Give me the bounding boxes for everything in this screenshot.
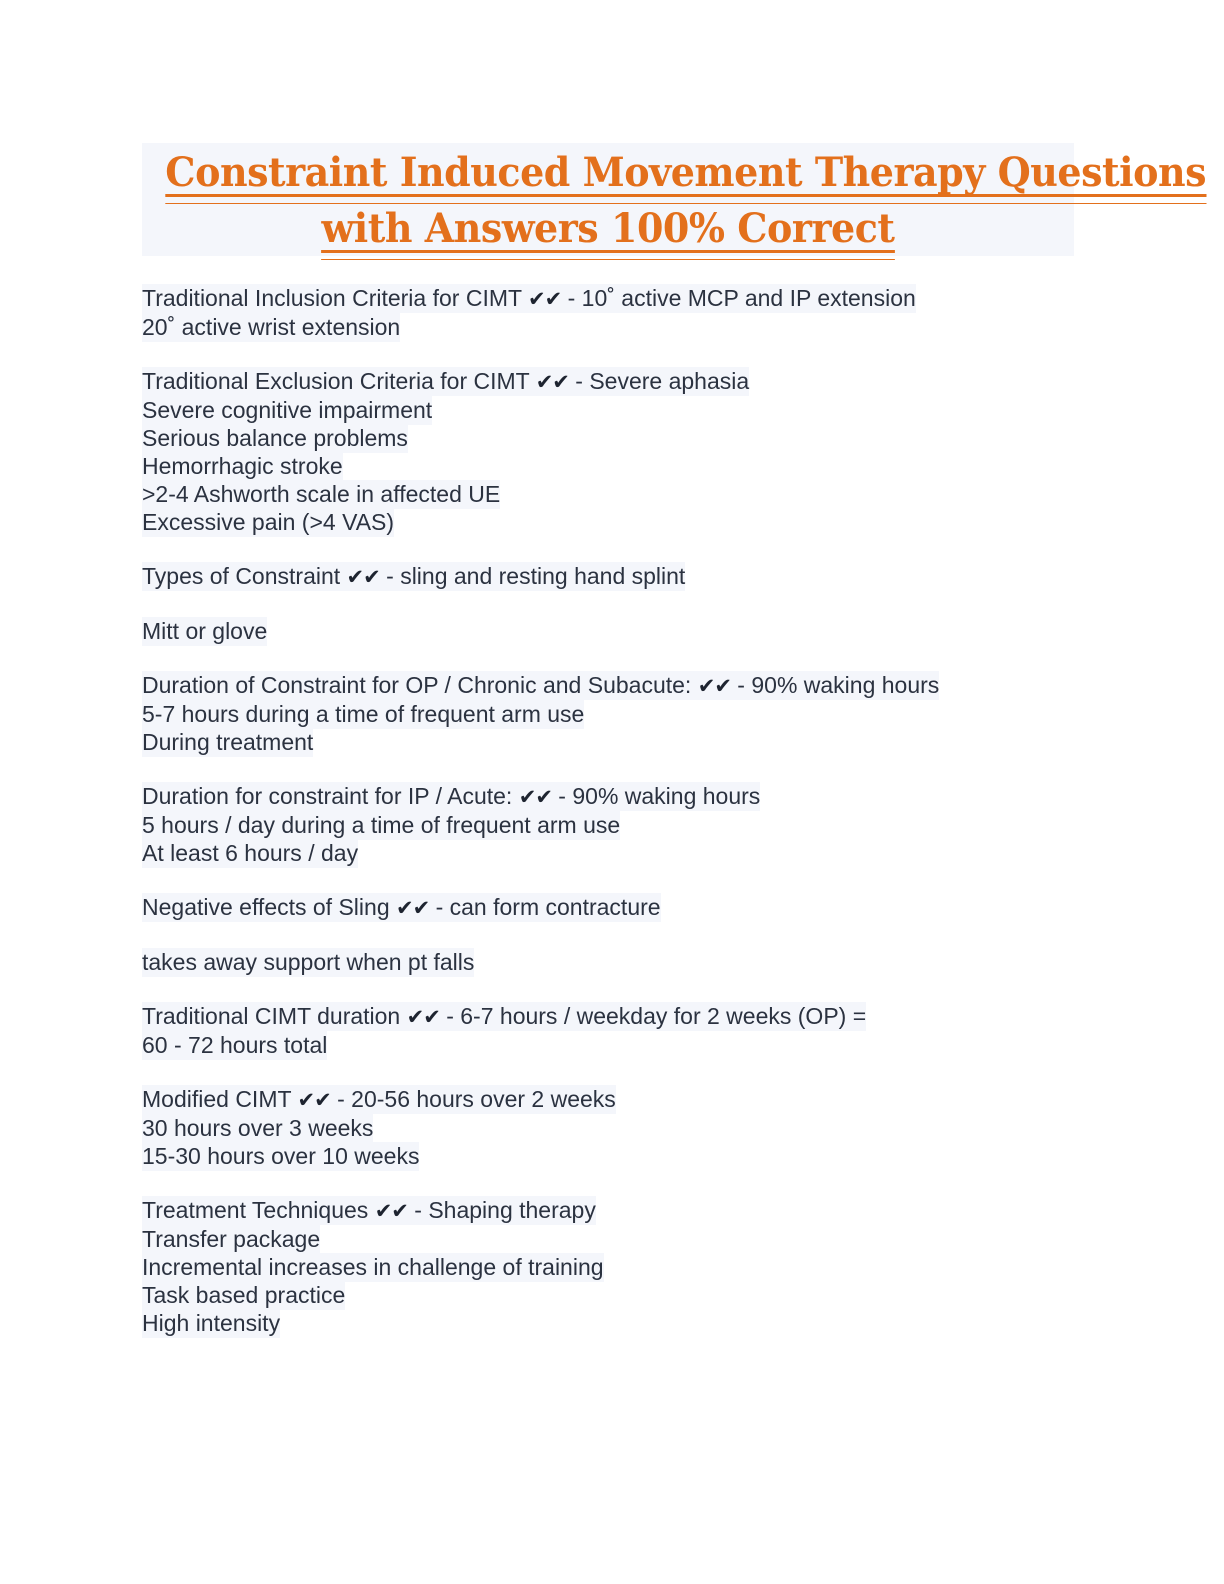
qa-answer-line <box>142 811 1102 839</box>
highlighted-text <box>142 1196 596 1225</box>
document-body <box>142 284 1102 1363</box>
qa-block-types-of-constraint <box>142 562 1102 591</box>
highlighted-text: Serious balance problems <box>142 425 408 451</box>
highlighted-text: Excessive pain (>4 VAS) <box>142 509 395 535</box>
answer-text: - Severe aphasia <box>568 368 750 394</box>
question-text: Modified CIMT <box>142 1086 298 1112</box>
double-checkmark-icon: ✔✔ <box>528 287 562 311</box>
highlighted-text: >2-4 Ashworth scale in affected UE <box>142 481 501 507</box>
qa-answer-line <box>142 1031 1102 1059</box>
highlighted-text <box>142 893 661 922</box>
qa-question-line <box>142 562 1102 591</box>
double-checkmark-icon: ✔✔ <box>297 1088 331 1112</box>
question-text: Negative effects of Sling <box>142 894 396 920</box>
highlighted-text: 5 hours / day during a time of frequent arm use <box>142 812 621 838</box>
highlighted-text: High intensity <box>142 1310 281 1336</box>
double-checkmark-icon: ✔✔ <box>374 1199 408 1223</box>
qa-question-line <box>142 617 1102 645</box>
qa-question-line <box>142 367 1102 396</box>
answer-text: - Shaping therapy <box>407 1197 596 1223</box>
answer-text: - sling and resting hand splint <box>379 563 686 589</box>
answer-text: - 90% waking hours <box>551 783 761 809</box>
qa-answer-line <box>142 480 1102 508</box>
question-text: Traditional Exclusion Criteria for CIMT <box>142 368 536 394</box>
qa-question-line <box>142 671 1102 700</box>
highlighted-text: Hemorrhagic stroke <box>142 453 343 479</box>
qa-block-traditional-cimt-duration <box>142 1002 1102 1059</box>
qa-answer-line <box>142 396 1102 424</box>
qa-answer-line <box>142 313 1102 341</box>
double-checkmark-icon: ✔✔ <box>396 896 430 920</box>
qa-block-traditional-exclusion-criteria <box>142 367 1102 536</box>
qa-question-line <box>142 893 1102 922</box>
highlighted-text: 30 hours over 3 weeks <box>142 1115 374 1141</box>
document-title-line-1-text: Constraint Induced Movement Therapy Questions <box>165 146 1206 202</box>
question-text: Traditional Inclusion Criteria for CIMT <box>142 285 529 311</box>
highlighted-text: takes away support when pt falls <box>142 949 475 975</box>
document-title-banner <box>142 143 1207 256</box>
qa-answer-line <box>142 839 1102 867</box>
highlighted-text <box>142 284 916 313</box>
qa-question-line <box>142 948 1102 976</box>
question-text: Duration for constraint for IP / Acute: <box>142 783 519 809</box>
qa-question-line <box>142 782 1102 811</box>
highlighted-text <box>142 782 760 811</box>
qa-answer-line <box>142 1253 1102 1281</box>
document-title-line-2-text: with Answers 100% Correct <box>322 202 895 258</box>
qa-answer-line <box>142 424 1102 452</box>
highlighted-text: 60 - 72 hours total <box>142 1032 328 1058</box>
qa-block-duration-of-constraint-op-chronic-subacute <box>142 671 1102 756</box>
highlighted-text: 20˚ active wrist extension <box>142 314 401 340</box>
qa-block-mitt-or-glove <box>142 617 1102 645</box>
qa-block-negative-effects-of-sling <box>142 893 1102 922</box>
highlighted-text <box>142 1002 866 1031</box>
highlighted-text <box>142 367 749 396</box>
qa-block-treatment-techniques <box>142 1196 1102 1337</box>
double-checkmark-icon: ✔✔ <box>535 370 569 394</box>
qa-block-traditional-inclusion-criteria <box>142 284 1102 341</box>
qa-answer-line <box>142 508 1102 536</box>
highlighted-text: Incremental increases in challenge of training <box>142 1254 604 1280</box>
question-text: Duration of Constraint for OP / Chronic and Subacute: <box>142 672 698 698</box>
highlighted-text <box>142 1085 616 1114</box>
qa-answer-line <box>142 452 1102 480</box>
highlighted-text: Task based practice <box>142 1282 346 1308</box>
document-title-line-2 <box>165 202 1050 258</box>
qa-answer-line <box>142 1281 1102 1309</box>
qa-answer-line <box>142 1142 1102 1170</box>
highlighted-text <box>142 671 939 700</box>
answer-text: - can form contracture <box>429 894 661 920</box>
qa-question-line <box>142 284 1102 313</box>
double-checkmark-icon: ✔✔ <box>346 565 380 589</box>
double-checkmark-icon: ✔✔ <box>406 1005 440 1029</box>
qa-answer-line <box>142 700 1102 728</box>
qa-answer-line <box>142 728 1102 756</box>
answer-text: - 10˚ active MCP and IP extension <box>561 285 916 311</box>
qa-answer-line <box>142 1114 1102 1142</box>
highlighted-text: 15-30 hours over 10 weeks <box>142 1143 420 1169</box>
highlighted-text: During treatment <box>142 729 314 755</box>
answer-text: - 90% waking hours <box>730 672 940 698</box>
qa-block-duration-for-constraint-ip-acute <box>142 782 1102 867</box>
highlighted-text <box>142 562 685 591</box>
qa-answer-line <box>142 1309 1102 1337</box>
highlighted-text: At least 6 hours / day <box>142 840 359 866</box>
question-text: Types of Constraint <box>142 563 347 589</box>
double-checkmark-icon: ✔✔ <box>697 674 731 698</box>
answer-text: - 6-7 hours / weekday for 2 weeks (OP) = <box>439 1003 867 1029</box>
qa-question-line <box>142 1002 1102 1031</box>
highlighted-text: 5-7 hours during a time of frequent arm use <box>142 701 585 727</box>
qa-question-line <box>142 1196 1102 1225</box>
highlighted-text: Mitt or glove <box>142 618 268 644</box>
double-checkmark-icon: ✔✔ <box>518 785 552 809</box>
qa-block-modified-cimt <box>142 1085 1102 1170</box>
qa-answer-line <box>142 1225 1102 1253</box>
question-text: Treatment Techniques <box>142 1197 375 1223</box>
highlighted-text: Severe cognitive impairment <box>142 397 433 423</box>
qa-block-takes-away-support <box>142 948 1102 976</box>
answer-text: - 20-56 hours over 2 weeks <box>330 1086 616 1112</box>
question-text: Traditional CIMT duration <box>142 1003 407 1029</box>
qa-question-line <box>142 1085 1102 1114</box>
highlighted-text: Transfer package <box>142 1226 321 1252</box>
document-title-line-1 <box>165 146 1207 202</box>
